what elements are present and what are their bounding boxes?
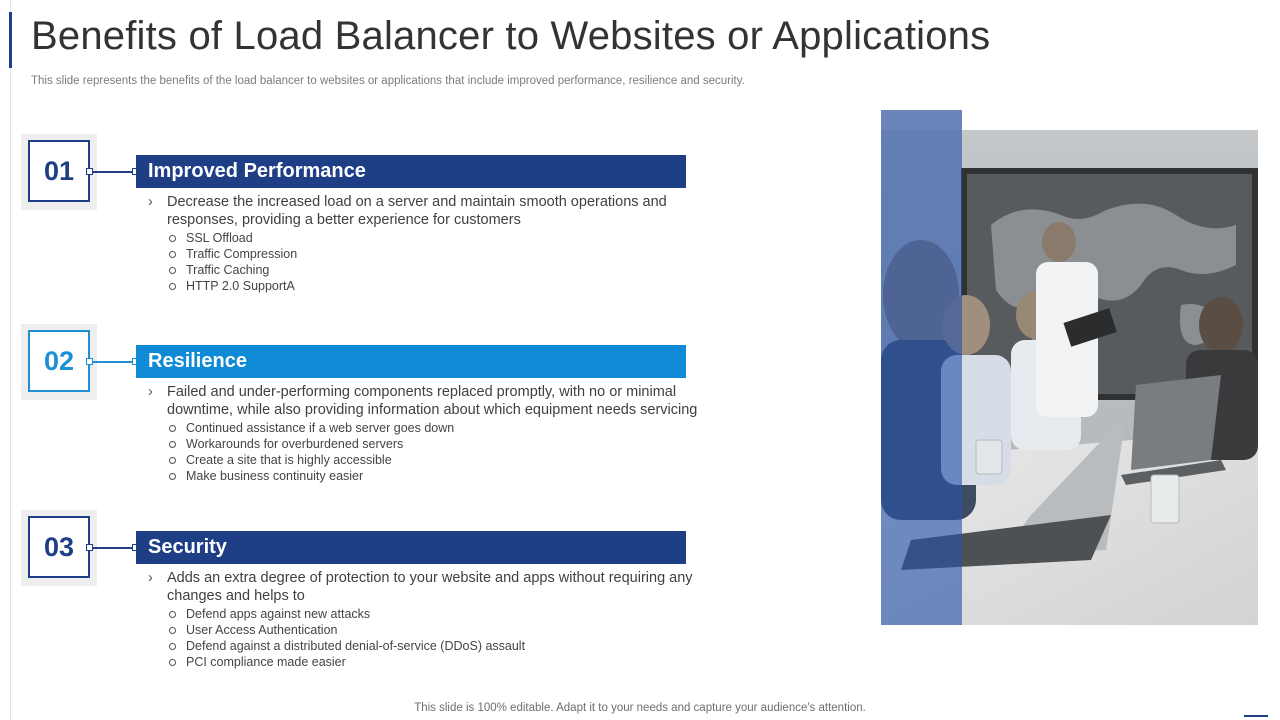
connector-node [86, 168, 93, 175]
list-item: PCI compliance made easier [168, 654, 525, 670]
chevron-right-icon: › [148, 384, 153, 400]
feature-list [168, 606, 525, 670]
list-item: Workarounds for overburdened servers [168, 436, 454, 452]
benefit-section-resilience [0, 324, 860, 494]
slide-footer: This slide is 100% editable. Adapt it to your needs and capture your audience's attention. [414, 702, 866, 714]
connector-node [86, 544, 93, 551]
benefit-section-performance [0, 134, 860, 304]
section-description [148, 193, 708, 229]
benefit-section-security [0, 510, 860, 680]
section-number: 02 [28, 330, 90, 392]
description-text: Adds an extra degree of protection to your website and apps without requiring any changes and helps to [167, 570, 693, 604]
section-description [148, 569, 708, 605]
list-item: Create a site that is highly accessible [168, 452, 454, 468]
photo-accent-tab [881, 110, 962, 130]
footer-accent [1244, 715, 1268, 717]
slide-title: Benefits of Load Balancer to Websites or Applications [31, 14, 991, 58]
connector-node [86, 358, 93, 365]
list-item: User Access Authentication [168, 622, 525, 638]
section-number: 01 [28, 140, 90, 202]
connector-line [90, 361, 136, 363]
list-item: Traffic Compression [168, 246, 297, 262]
list-item: SSL Offload [168, 230, 297, 246]
section-heading-bar: Resilience [136, 345, 686, 378]
section-heading-bar: Improved Performance [136, 155, 686, 188]
connector-line [90, 171, 136, 173]
title-accent-bar [9, 12, 12, 68]
list-item: Defend apps against new attacks [168, 606, 525, 622]
description-text: Failed and under-performing components replaced promptly, with no or minimal downtime, while also providing information about which equipment needs servicing [167, 384, 698, 418]
list-item: Traffic Caching [168, 262, 297, 278]
list-item: Continued assistance if a web server goes down [168, 420, 454, 436]
section-description [148, 383, 708, 419]
list-item: HTTP 2.0 SupportA [168, 278, 297, 294]
list-item: Make business continuity easier [168, 468, 454, 484]
chevron-right-icon: › [148, 570, 153, 586]
section-number: 03 [28, 516, 90, 578]
description-text: Decrease the increased load on a server and maintain smooth operations and responses, providing a better experience for customers [167, 194, 667, 228]
slide-subtitle: This slide represents the benefits of the load balancer to websites or applications that include improved performance, resilience and security. [31, 75, 745, 87]
meeting-photo [881, 130, 1258, 625]
connector-line [90, 547, 136, 549]
photo-blue-overlay [881, 130, 962, 625]
feature-list [168, 420, 454, 484]
feature-list [168, 230, 297, 294]
chevron-right-icon: › [148, 194, 153, 210]
meeting-photo-panel [881, 110, 1258, 625]
section-heading-bar: Security [136, 531, 686, 564]
list-item: Defend against a distributed denial-of-service (DDoS) assault [168, 638, 525, 654]
